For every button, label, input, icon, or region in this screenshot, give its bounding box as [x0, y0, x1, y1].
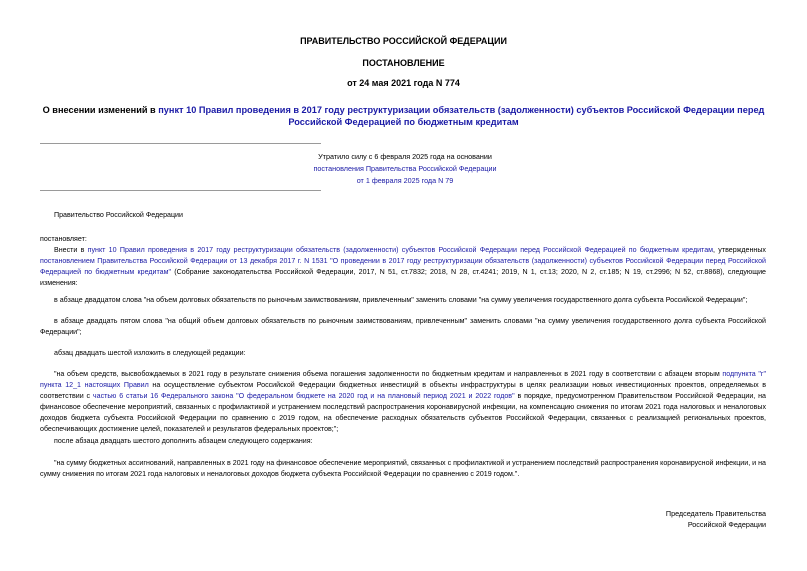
signature-line-2: Российской Федерации — [687, 520, 766, 529]
p1-text-c: (Собрание законодательства Российской Федерации, 2017, N 51, ст.7832; 2018, N 28, ст.4241; 2019, N 1, ст.13; 2020, N 2, ст.185; N 19, ст.2996; N 52, ст.8868), следующие изменения: — [40, 268, 766, 287]
document-date-number: от 24 мая 2021 года N 774 — [347, 78, 460, 88]
paragraph-7: "на сумму бюджетных ассигнований, направленных в 2021 году на финансовое обеспечение мероприятий, связанных с профилактикой и устранением последствий распространения коронавирусной инфекции, и на сумму снижения по итогам 2021 года налоговых и неналоговых доходов бюджета субъекта Российской Федерации по сравнению с 2019 годом.". — [40, 459, 766, 478]
status-note — [282, 151, 528, 187]
p1-link-rules[interactable]: пункт 10 Правил проведения в 2017 году реструктуризации обязательств (задолженности) субъектов Российской Федерации перед Российской Федерацией по бюджетным кредитам — [87, 246, 714, 254]
government-line: Правительство Российской Федерации — [54, 211, 183, 219]
document-title — [40, 104, 767, 128]
paragraph-1 — [40, 245, 766, 289]
signature-line-1: Председатель Правительства — [665, 509, 766, 518]
p1-text-a: Внести в — [54, 246, 88, 254]
p1-text-b: , утвержденных — [713, 246, 766, 254]
title-prefix: О внесении изменений в — [42, 105, 159, 115]
bottom-divider — [40, 190, 321, 191]
paragraph-3: в абзаце двадцать пятом слова "на общий объем долговых обязательств по рыночным заимствованиям, привлеченным" заменить словами "на сумму увеличения государственного долга субъекта Российской Федерации"; — [40, 317, 766, 336]
p5-text-c: в порядке, предусмотренном Правительством Российской Федерации, на финансовое обеспечение мероприятий, связанных с профилактикой и устранением последствий распространения коронавирусной инфекции, на компенсацию снижения по итогам 2021 года налоговых и неналоговых доходов бюджета субъекта Российской Федерации по сравнению с 2019 годом, на обеспечение расходных обязательств субъектов Российской Федерации, связанных с реализацией региональных проектов, обеспечивающих достижение целей, показателей и результатов федеральных проектов;"; — [40, 392, 766, 433]
signature-block — [666, 508, 766, 530]
p5-link-subparagraph[interactable]: подпункта "г" пункта 12_1 настоящих Правил — [40, 370, 766, 389]
status-note-link-1[interactable]: постановления Правительства Российской Федерации — [313, 164, 497, 173]
p5-text-a: "на объем средств, высвобождаемых в 2021 году в результате снижения объема погашения задолженности по бюджетным кредитам и направленных в 2021 году в соответствии с абзацем вторым — [54, 370, 723, 378]
status-note-text: Утратило силу с 6 февраля 2025 года на основании — [318, 152, 492, 161]
title-link[interactable]: пункт 10 Правил проведения в 2017 году реструктуризации обязательств (задолженности) субъектов Российской Федерации перед Российской Федерацией по бюджетным кредитам — [158, 105, 765, 127]
p1-link-resolution[interactable]: постановлением Правительства Российской Федерации от 13 декабря 2017 г. N 1531 "О проведении в 2017 году реструктуризации обязательств (задолженности) субъектов Российской Федерации перед Российской Федерацией по бюджетным кредитам" — [40, 257, 766, 276]
paragraph-6: после абзаца двадцать шестого дополнить абзацем следующего содержания: — [54, 437, 313, 445]
status-note-link-2[interactable]: от 1 февраля 2025 года N 79 — [356, 176, 454, 185]
paragraph-5 — [40, 369, 766, 435]
p5-text-b: на осуществление субъектом Российской Федерации бюджетных инвестиций в объекты инфраструктуры в целях реализации новых инвестиционных проектов, определяемых в соответствии с — [40, 381, 766, 400]
p5-link-federal-law[interactable]: частью 6 статьи 16 Федерального закона "О федеральном бюджете на 2020 год и на плановый период 2021 и 2022 годов" — [92, 392, 515, 400]
government-heading: ПРАВИТЕЛЬСТВО РОССИЙСКОЙ ФЕДЕРАЦИИ — [300, 36, 507, 46]
paragraph-2: в абзаце двадцатом слова "на объем долговых обязательств по рыночным заимствованиям, привлеченным" заменить словами "на сумму увеличения государственного долга субъекта Российской Федерации"; — [54, 296, 748, 304]
paragraph-4: абзац двадцать шестой изложить в следующей редакции: — [54, 349, 246, 357]
decrees-line: постановляет: — [40, 235, 87, 243]
top-divider — [40, 143, 321, 144]
document-type-heading: ПОСТАНОВЛЕНИЕ — [362, 58, 445, 68]
